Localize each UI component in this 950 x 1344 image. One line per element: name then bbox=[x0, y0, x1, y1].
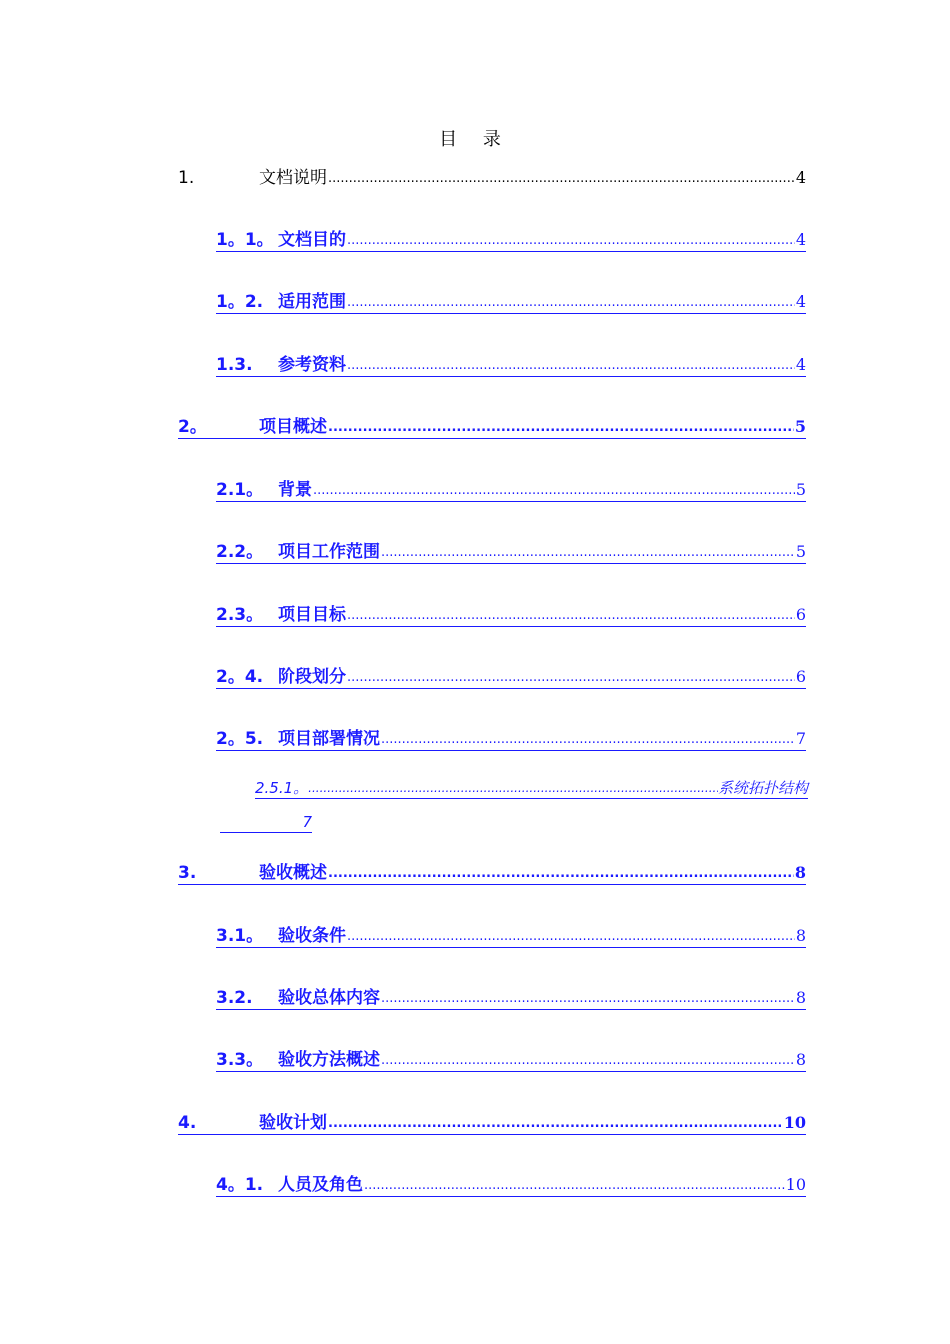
dot-leader bbox=[381, 1051, 795, 1071]
toc-page-number: 5 bbox=[794, 417, 806, 436]
toc-entry-2-4[interactable] bbox=[216, 662, 806, 689]
toc-entry-1-1[interactable] bbox=[216, 225, 806, 252]
toc-entry-1-3[interactable] bbox=[216, 350, 806, 377]
toc-title: 验收概述 bbox=[259, 863, 327, 883]
toc-page-number: 8 bbox=[795, 926, 806, 945]
dot-leader bbox=[364, 1176, 785, 1196]
toc-number: 3.1。 bbox=[216, 926, 264, 946]
toc-number: 1.3. bbox=[216, 355, 253, 375]
toc-title: 验收总体内容 bbox=[278, 988, 380, 1008]
toc-entry-2-5[interactable] bbox=[216, 724, 806, 751]
toc-title: 文档说明 bbox=[259, 168, 327, 188]
toc-number: 2。4. bbox=[216, 667, 264, 687]
toc-page-number: 8 bbox=[795, 1050, 806, 1069]
toc-entry-2-5-1[interactable] bbox=[255, 774, 808, 799]
toc-number: 3. bbox=[178, 863, 197, 883]
dot-leader bbox=[347, 606, 795, 626]
toc-title: 项目目标 bbox=[278, 605, 346, 625]
toc-number: 1. bbox=[178, 168, 195, 188]
page-title: 目 录 bbox=[439, 129, 511, 150]
toc-title: 适用范围 bbox=[278, 292, 346, 312]
toc-title: 人员及角色 bbox=[278, 1175, 363, 1195]
toc-title: 阶段划分 bbox=[278, 667, 346, 687]
toc-title: 验收计划 bbox=[259, 1113, 327, 1133]
toc-number: 2。5. bbox=[216, 729, 264, 749]
toc-number: 2.5.1。 bbox=[255, 779, 309, 797]
toc-entry-2-5-1-page[interactable]: 7 bbox=[220, 812, 312, 833]
toc-page-number: 5 bbox=[795, 480, 806, 499]
dot-leader bbox=[308, 778, 718, 798]
toc-number: 1。1。 bbox=[216, 230, 274, 250]
toc-title: 项目部署情况 bbox=[278, 729, 380, 749]
toc-number: 2.3。 bbox=[216, 605, 264, 625]
toc-title: 参考资料 bbox=[278, 355, 346, 375]
toc-entry-2-3[interactable] bbox=[216, 600, 806, 627]
toc-page-number: 6 bbox=[795, 605, 806, 624]
toc-entry-2-2[interactable] bbox=[216, 537, 806, 564]
dot-leader bbox=[313, 481, 795, 501]
toc-entry-3-3[interactable] bbox=[216, 1045, 806, 1072]
toc-title: 背景 bbox=[278, 480, 312, 500]
toc-entry-2[interactable] bbox=[178, 412, 806, 439]
toc-page-number: 10 bbox=[785, 1175, 806, 1194]
toc-page-number: 4 bbox=[795, 355, 806, 374]
toc-number: 3.2. bbox=[216, 988, 253, 1008]
dot-leader bbox=[328, 418, 794, 438]
toc-entry-2-1[interactable] bbox=[216, 475, 806, 502]
toc-title: 系统拓扑结构 bbox=[717, 779, 808, 797]
toc-page-number: 8 bbox=[795, 988, 806, 1007]
dot-leader bbox=[328, 1114, 783, 1134]
toc-title: 验收方法概述 bbox=[278, 1050, 380, 1070]
dot-leader bbox=[347, 231, 795, 251]
toc-page-number: 6 bbox=[795, 667, 806, 686]
dot-leader bbox=[347, 668, 795, 688]
toc-number: 1。2. bbox=[216, 292, 264, 312]
toc-entry-3-2[interactable] bbox=[216, 983, 806, 1010]
toc-title: 文档目的 bbox=[278, 230, 346, 250]
toc-number: 2.2。 bbox=[216, 542, 264, 562]
dot-leader bbox=[381, 543, 795, 563]
dot-leader bbox=[381, 730, 795, 750]
dot-leader bbox=[328, 864, 794, 884]
toc-page-number: 4 bbox=[795, 292, 806, 311]
toc-entry-1[interactable] bbox=[178, 163, 806, 189]
toc-title: 项目概述 bbox=[259, 417, 327, 437]
dot-leader bbox=[381, 989, 795, 1009]
toc-page-number: 5 bbox=[795, 542, 806, 561]
toc-number: 2。 bbox=[178, 417, 207, 437]
dot-leader bbox=[328, 169, 795, 189]
dot-leader bbox=[347, 356, 795, 376]
dot-leader bbox=[347, 293, 795, 313]
toc-number: 2.1。 bbox=[216, 480, 264, 500]
toc-entry-3-1[interactable] bbox=[216, 921, 806, 948]
toc-title: 验收条件 bbox=[278, 926, 346, 946]
toc-entry-1-2[interactable] bbox=[216, 287, 806, 314]
toc-number: 4。1. bbox=[216, 1175, 264, 1195]
toc-page-number: 4 bbox=[795, 230, 806, 249]
toc-page-number: 8 bbox=[794, 863, 806, 882]
toc-number: 4. bbox=[178, 1113, 197, 1133]
toc-page-number: 7 bbox=[795, 729, 806, 748]
dot-leader bbox=[347, 927, 795, 947]
toc-number: 3.3。 bbox=[216, 1050, 264, 1070]
toc-entry-4[interactable] bbox=[178, 1108, 806, 1135]
toc-entry-3[interactable] bbox=[178, 858, 806, 885]
toc-entry-4-1[interactable] bbox=[216, 1170, 806, 1197]
toc-page-number: 4 bbox=[795, 168, 806, 187]
toc-title: 项目工作范围 bbox=[278, 542, 380, 562]
toc-page-number: 10 bbox=[783, 1113, 806, 1132]
